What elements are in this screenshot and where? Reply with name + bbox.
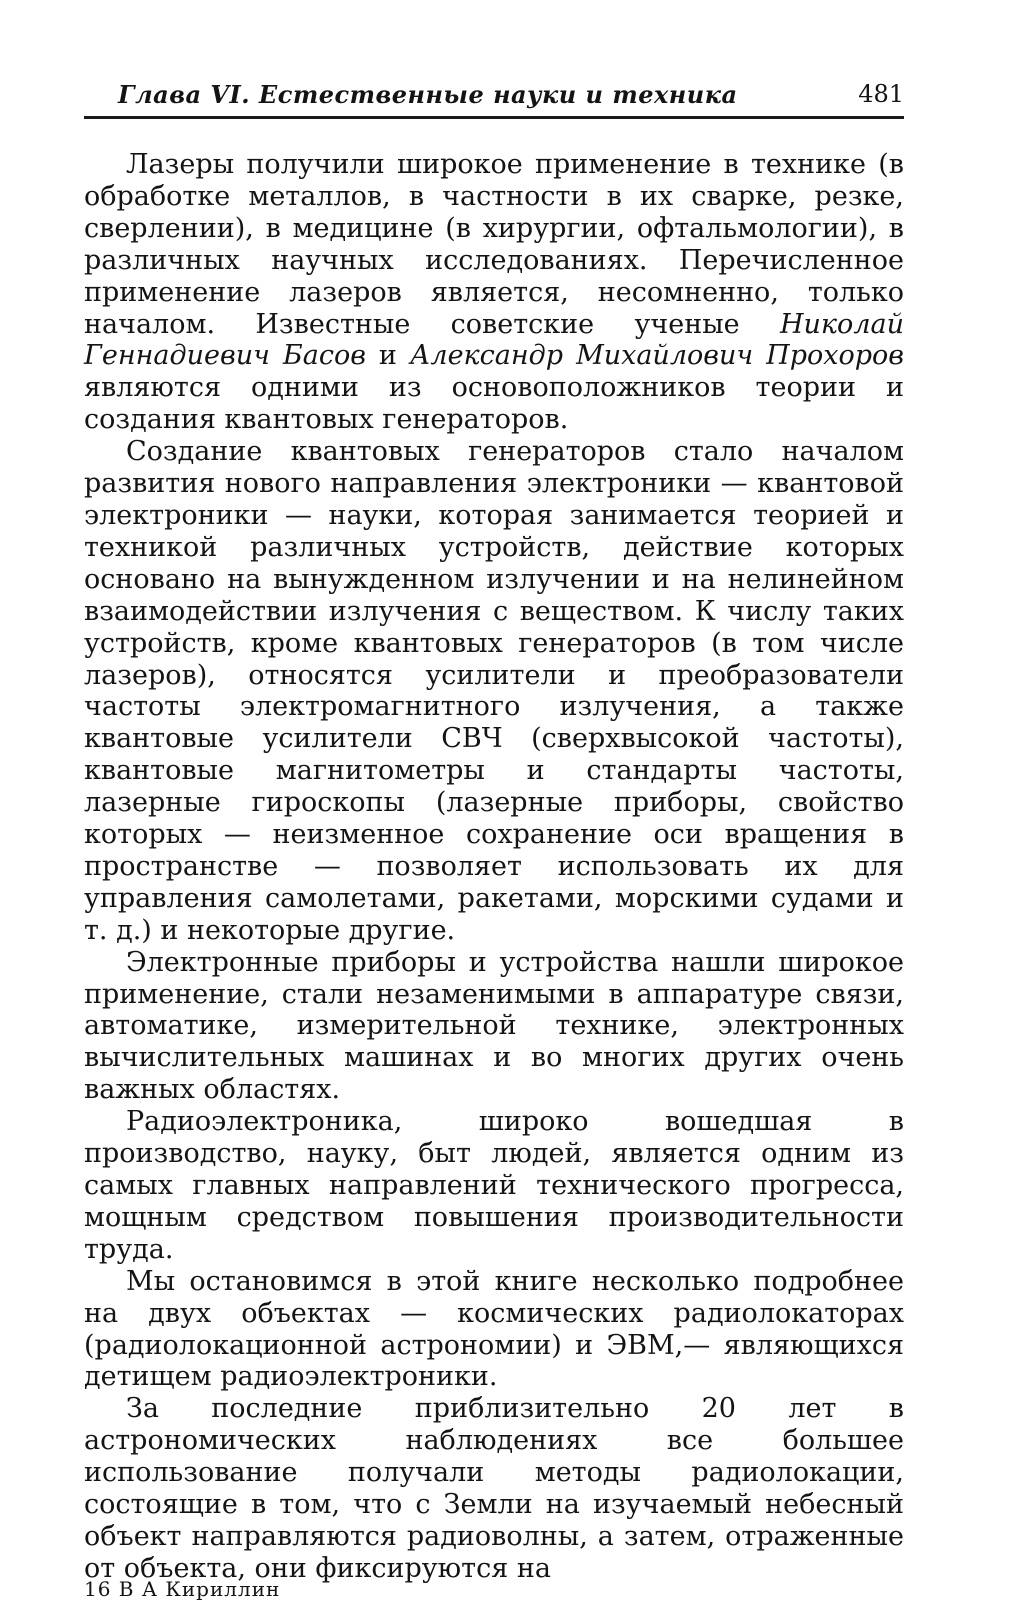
running-header	[84, 72, 904, 119]
page-number: 481	[858, 80, 904, 108]
text-run: являются одними из основоположников теории и создания квантовых генераторов.	[84, 372, 904, 436]
text-run: Мы остановимся в этой книге несколько подробнее на двух объектах — космических радиолокаторах (радиолокационной астрономии) и ЭВМ,— являющихся детищем радиоэлектроники.	[84, 1265, 904, 1393]
paragraph	[84, 1393, 904, 1584]
text-run: Лазеры получили широкое применение в технике (в обработке металлов, в частности в их сварке, резке, сверлении), в медицине (в хирургии, офтальмологии), в различных научных исследованиях. Перечисленное применение лазеров является, несомненно, только началом. Известные советские ученые	[84, 149, 904, 340]
paragraph	[84, 436, 904, 947]
body-text	[84, 149, 904, 1585]
chapter-title: Глава VI. Естественные науки и техника	[118, 80, 738, 109]
book-page	[84, 72, 904, 1601]
text-run: и	[365, 340, 410, 372]
italic-name: Александр Михайлович Прохоров	[409, 340, 904, 372]
paragraph	[84, 149, 904, 436]
paragraph	[84, 1106, 904, 1266]
text-run: За последние приблизительно 20 лет в астрономических наблюдениях все большее использование получали методы радиолокации, состоящие в том, что с Земли на изучаемый небесный объект направляются радиоволны, а затем, отраженные от объекта, они фиксируются на	[84, 1393, 904, 1584]
text-run: Создание квантовых генераторов стало началом развития нового направления электроники — квантовой электроники — науки, которая занимается теорией и техникой различных устройств, действие которых основано на вынужденном излучении и на нелинейном взаимодействии излучения с веществом. К числу таких устройств, кроме квантовых генераторов (в том числе лазеров), относятся усилители и преобразователи частоты электромагнитного излучения, а также квантовые усилители СВЧ (сверхвысокой частоты), квантовые магнитометры и стандарты частоты, лазерные гироскопы (лазерные приборы, свойство которых — неизменное сохранение оси вращения в пространстве — позволяет использовать их для управления самолетами, ракетами, морскими судами и т. д.) и некоторые другие.	[84, 436, 904, 946]
italic-name: Николай Геннадиевич Басов	[84, 308, 904, 372]
text-run: Электронные приборы и устройства нашли широкое применение, стали незаменимыми в аппаратуре связи, автоматике, измерительной технике, электронных вычислительных машинах и во многих других очень важных областях.	[84, 946, 904, 1106]
paragraph	[84, 1266, 904, 1394]
paragraph	[84, 947, 904, 1107]
printer-signature: 16 В А Кириллин	[84, 1577, 281, 1601]
text-run: Радиоэлектроника, широко вошедшая в производство, науку, быт людей, является одним из самых главных направлений технического прогресса, мощным средством повышения производительности труда.	[84, 1106, 904, 1265]
